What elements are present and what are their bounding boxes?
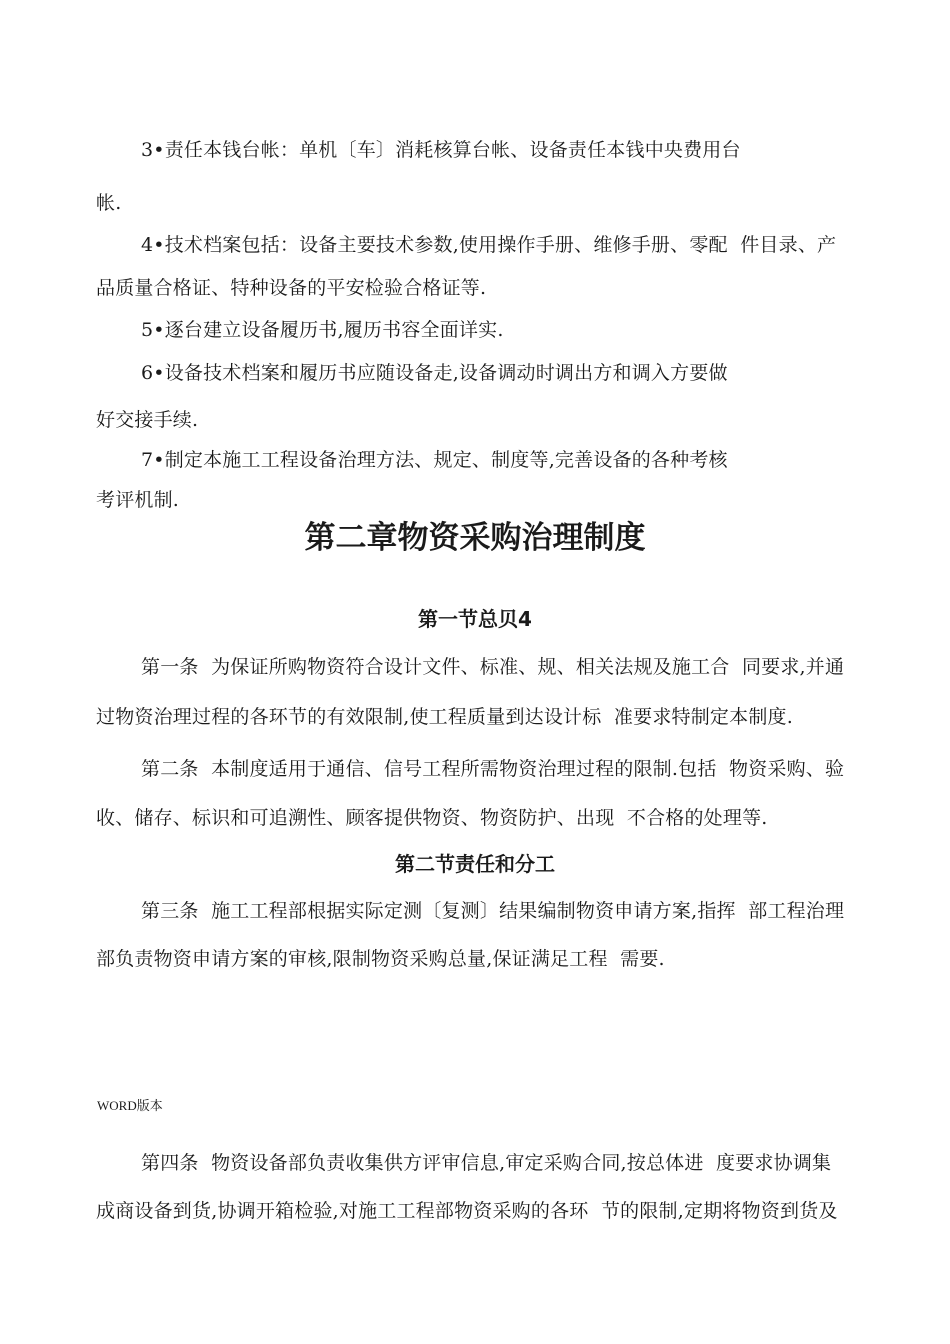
item-3-line-2: 帐. — [96, 192, 122, 214]
item-5-line-1: 5•逐台建立设备履历书,履历书容全面详实. — [141, 319, 504, 341]
article-3-line-2: 部负责物资申请方案的审核,限制物资采购总量,保证满足工程 需要. — [96, 948, 665, 970]
article-2-line-2: 收、储存、标识和可追溯性、顾客提供物资、物资防护、出现 不合格的处理等. — [96, 807, 768, 829]
item-7-line-2: 考评机制. — [96, 489, 180, 511]
item-4-line-2: 品质量合格证、特种设备的平安检验合格证等. — [96, 277, 487, 299]
article-3-line-1: 第三条 施工工程部根据实际定测〔复测〕结果编制物资申请方案,指挥 部工程治理 — [141, 900, 845, 922]
item-3-line-1: 3•责任本钱台帐：单机〔车〕消耗核算台帐、设备责任本钱中央费用台 — [141, 139, 741, 161]
item-7-line-1: 7•制定本施工工程设备治理方法、规定、制度等,完善设备的各种考核 — [141, 449, 728, 471]
chapter-title: 第二章物资采购治理制度 — [304, 520, 646, 556]
item-6-line-2: 好交接手续. — [96, 409, 199, 431]
article-1-line-2: 过物资治理过程的各环节的有效限制,使工程质量到达设计标 准要求特制定本制度. — [96, 706, 793, 728]
article-1-line-1: 第一条 为保证所购物资符合设计文件、标准、规、相关法规及施工合 同要求,并通 — [141, 656, 845, 678]
article-4-line-2: 成商设备到货,协调开箱检验,对施工工程部物资采购的各环 节的限制,定期将物资到货及 — [96, 1200, 838, 1222]
section-2-title: 第二节责任和分工 — [395, 852, 555, 876]
item-4-line-1: 4•技术档案包括：设备主要技术参数,使用操作手册、维修手册、零配 件目录、产 — [141, 234, 837, 256]
article-4-line-1: 第四条 物资设备部负责收集供方评审信息,审定采购合同,按总体进 度要求协调集 — [141, 1152, 832, 1174]
footer-label: WORD版本 — [97, 1098, 163, 1113]
section-1-title: 第一节总贝4 — [418, 607, 532, 631]
item-6-line-1: 6•设备技术档案和履历书应随设备走,设备调动时调出方和调入方要做 — [141, 362, 728, 384]
article-2-line-1: 第二条 本制度适用于通信、信号工程所需物资治理过程的限制.包括 物资采购、验 — [141, 758, 845, 780]
